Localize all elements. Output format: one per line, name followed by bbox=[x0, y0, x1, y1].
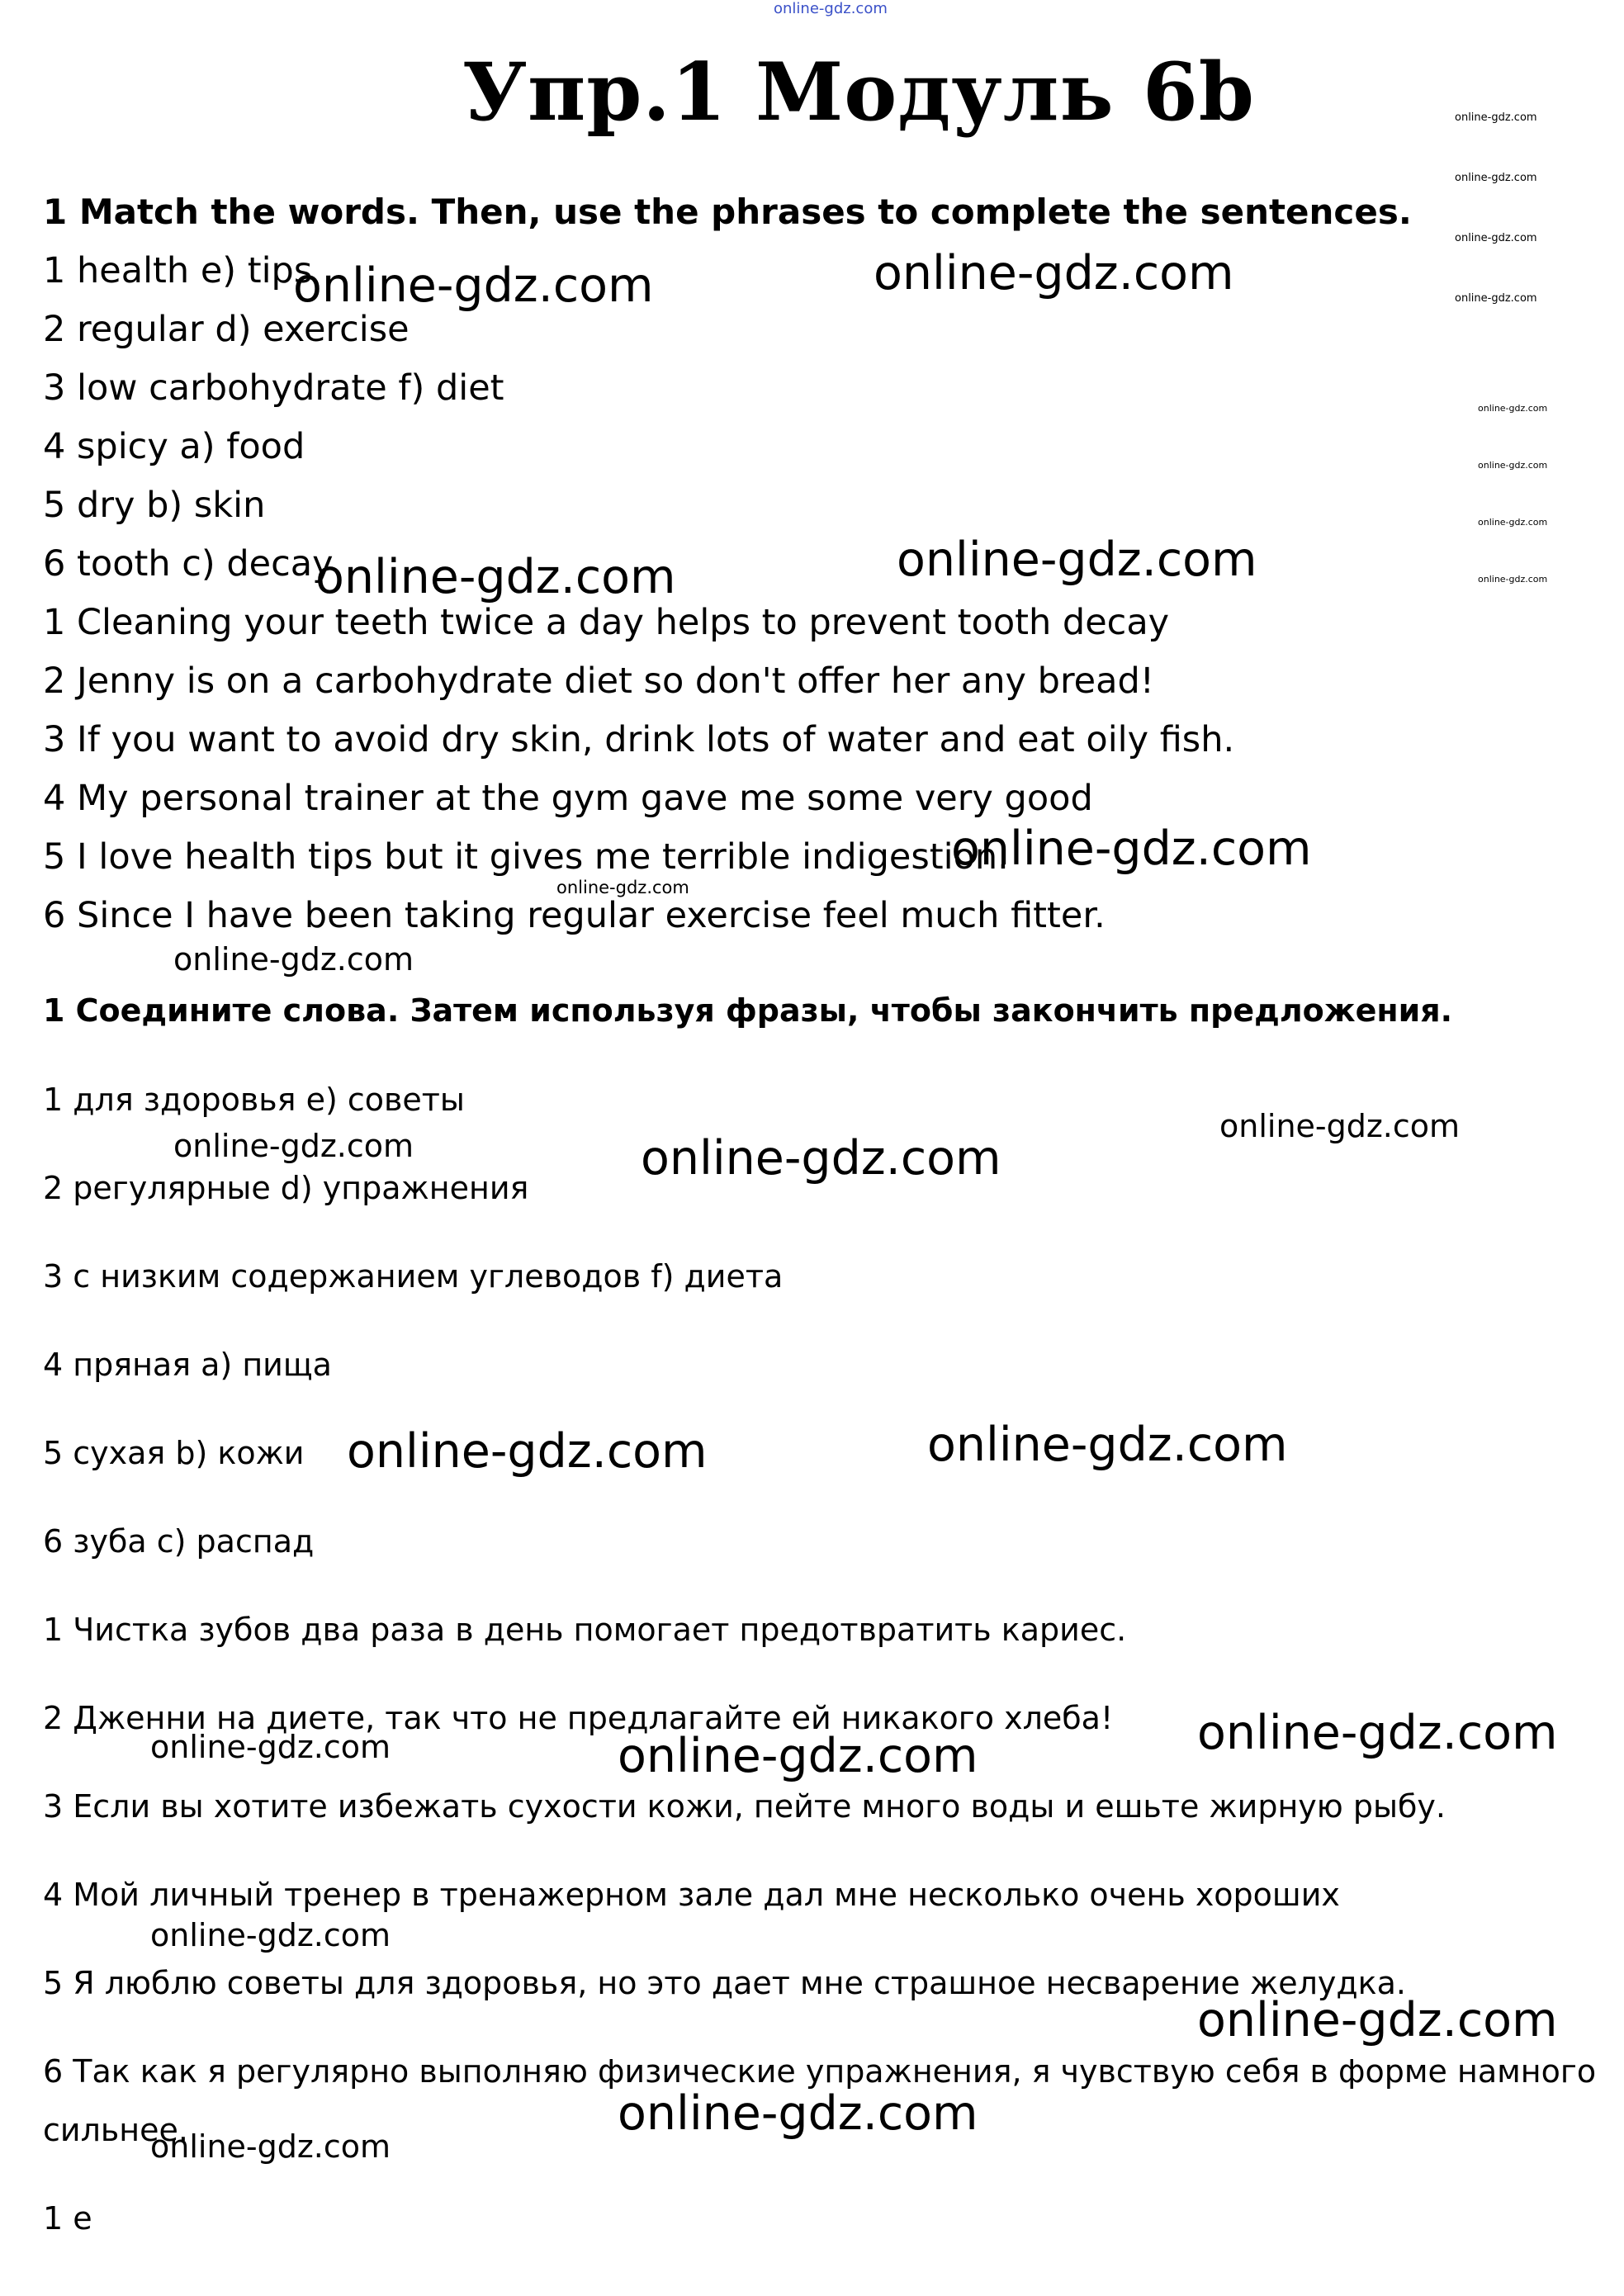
watermark: online-gdz.com bbox=[618, 2086, 978, 2141]
page-title: Упр.1 Модуль 6b bbox=[462, 45, 1255, 139]
english-sentence-6: 6 Since I have been taking regular exercise feel much fitter. bbox=[43, 895, 1106, 936]
russian-match-1: 1 для здоровья e) советы bbox=[43, 1082, 465, 1118]
english-match-1: 1 health e) tips bbox=[43, 250, 313, 291]
watermark: online-gdz.com bbox=[556, 878, 689, 897]
english-match-6: 6 tooth c) decay bbox=[43, 543, 334, 585]
watermark: online-gdz.com bbox=[641, 1131, 1001, 1186]
russian-match-4: 4 пряная a) пища bbox=[43, 1347, 332, 1383]
watermark: online-gdz.com bbox=[1455, 292, 1537, 305]
english-sentence-3: 3 If you want to avoid dry skin, drink lots of water and eat oily fish. bbox=[43, 719, 1235, 760]
watermark: online-gdz.com bbox=[897, 533, 1257, 587]
watermark: online-gdz.com bbox=[315, 550, 676, 604]
russian-instruction: 1 Соедините слова. Затем используя фразы, чтобы закончить предложения. bbox=[43, 992, 1453, 1029]
watermark: online-gdz.com bbox=[1478, 574, 1548, 585]
watermark: online-gdz.com bbox=[1455, 232, 1537, 244]
russian-sentence-4: 4 Мой личный тренер в тренажерном зале дал мне несколько очень хороших bbox=[43, 1877, 1340, 1913]
english-sentence-2: 2 Jenny is on a carbohydrate diet so don't offer her any bread! bbox=[43, 660, 1155, 702]
english-sentence-4: 4 My personal trainer at the gym gave me some very good bbox=[43, 778, 1093, 819]
watermark: online-gdz.com bbox=[347, 1424, 708, 1479]
english-sentence-1: 1 Cleaning your teeth twice a day helps to prevent tooth decay bbox=[43, 602, 1170, 643]
russian-match-5: 5 сухая b) кожи bbox=[43, 1435, 305, 1471]
russian-sentence-6: 6 Так как я регулярно выполняю физические упражнения, я чувствую себя в форме намного bbox=[43, 2053, 1597, 2090]
answer: 1 e bbox=[43, 2200, 92, 2237]
watermark: online-gdz.com bbox=[150, 1917, 391, 1953]
watermark: online-gdz.com bbox=[1219, 1108, 1461, 1144]
watermark: online-gdz.com bbox=[150, 2128, 391, 2165]
watermark: online-gdz.com bbox=[1197, 1993, 1558, 2047]
watermark: online-gdz.com bbox=[293, 258, 654, 313]
watermark: online-gdz.com bbox=[1455, 111, 1537, 124]
watermark: online-gdz.com bbox=[1197, 1706, 1558, 1760]
watermark: online-gdz.com bbox=[618, 1729, 978, 1783]
russian-sentence-1: 1 Чистка зубов два раза в день помогает предотвратить кариес. bbox=[43, 1612, 1127, 1648]
watermark: online-gdz.com bbox=[1478, 460, 1548, 471]
watermark: online-gdz.com bbox=[927, 1418, 1288, 1472]
watermark: online-gdz.com bbox=[874, 246, 1234, 301]
watermark: online-gdz.com bbox=[173, 1128, 414, 1164]
watermark: online-gdz.com bbox=[150, 1729, 391, 1765]
russian-sentence-2: 2 Дженни на диете, так что не предлагайте ей никакого хлеба! bbox=[43, 1700, 1114, 1736]
english-instruction: 1 Match the words. Then, use the phrases to complete the sentences. bbox=[43, 192, 1412, 232]
watermark: online-gdz.com bbox=[173, 941, 414, 978]
watermark: online-gdz.com bbox=[1478, 517, 1548, 528]
english-match-2: 2 regular d) exercise bbox=[43, 309, 410, 350]
watermark: online-gdz.com bbox=[1455, 172, 1537, 184]
top-watermark: online-gdz.com bbox=[774, 0, 888, 17]
english-sentence-5: 5 I love health tips but it gives me terrible indigestion. bbox=[43, 836, 1009, 878]
russian-sentence-6-continued: сильнее. bbox=[43, 2112, 188, 2148]
english-match-4: 4 spicy a) food bbox=[43, 426, 305, 467]
english-match-3: 3 low carbohydrate f) diet bbox=[43, 367, 504, 409]
watermark: online-gdz.com bbox=[1478, 403, 1548, 414]
russian-match-6: 6 зуба c) распад bbox=[43, 1523, 315, 1560]
english-match-5: 5 dry b) skin bbox=[43, 485, 266, 526]
watermark: online-gdz.com bbox=[951, 821, 1312, 876]
russian-match-2: 2 регулярные d) упражнения bbox=[43, 1170, 529, 1206]
russian-match-3: 3 с низким содержанием углеводов f) диета bbox=[43, 1258, 784, 1295]
russian-sentence-3: 3 Если вы хотите избежать сухости кожи, пейте много воды и ешьте жирную рыбу. bbox=[43, 1788, 1446, 1825]
russian-sentence-5: 5 Я люблю советы для здоровья, но это дает мне страшное несварение желудка. bbox=[43, 1965, 1406, 2001]
